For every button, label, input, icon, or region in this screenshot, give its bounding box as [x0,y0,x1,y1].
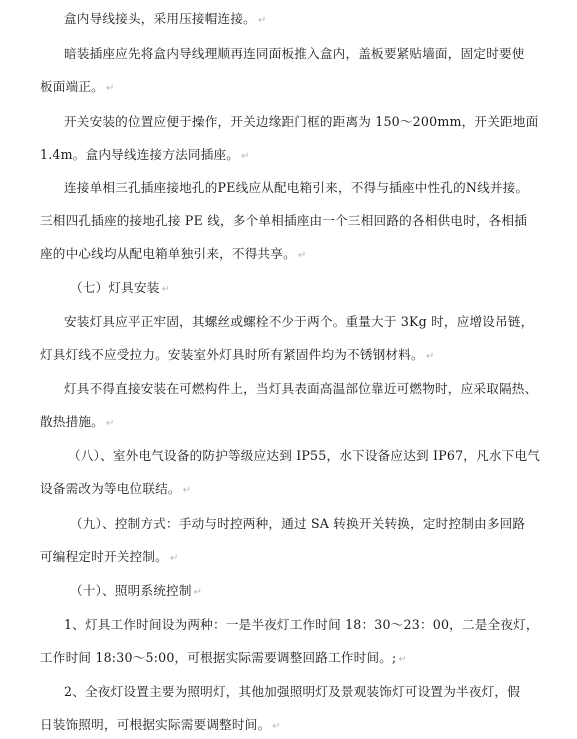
text-line: 灯具不得直接安装在可燃构件上，当灯具表面高温部位靠近可燃物时，应采取隔热、 [64,381,538,396]
text-line: 暗装插座应先将盒内导线理顺再连同面板推入盒内，盖板要紧贴墙面，固定时要使 [64,46,525,61]
text-line: 2、全夜灯设置主要为照明灯，其他加强照明灯及景观装饰灯可设置为半夜灯，假 [64,684,520,699]
text-line: 1、灯具工作时间设为两种：一是半夜灯工作时间 18：30～23：00，二是全夜灯， [64,617,539,632]
text-line: 工作时间 18:30～5:00，可根据实际需要调整回路工作时间。; ↵ [40,650,408,665]
paragraph-mark-icon: ↵ [105,83,115,94]
text-line: 日装饰照明，可根据实际需要调整时间。 ↵ [40,717,281,732]
paragraph-mark-icon: ↵ [257,15,267,26]
paragraph-mark-icon: ↵ [182,485,192,496]
text-line: 三相四孔插座的接地孔接 PE 线，多个单相插座由一个三相回路的各相供电时，各相插 [40,213,528,228]
text-line: 可编程定时开关控制。 ↵ [40,549,179,564]
text-line: 开关安装的位置应便于操作，开关边缘距门框的距离为 150～200mm，开关距地面 [64,114,539,129]
paragraph-mark-icon: ↵ [425,351,435,362]
paragraph-mark-icon: ↵ [272,721,281,732]
paragraph-mark-icon: ↵ [161,284,171,295]
text-line: 盒内导线接头，采用压接帽连接。 ↵ [64,11,267,26]
section-heading: （十）、照明系统控制 ↵ [70,583,203,598]
section-heading: （七）灯具安装 ↵ [70,280,171,295]
text-line: 板面端正。 ↵ [40,79,115,94]
paragraph-mark-icon: ↵ [297,250,307,261]
paragraph-mark-icon: ↵ [105,418,115,429]
paragraph-mark-icon: ↵ [193,587,203,598]
text-line: 安装灯具应平正牢固，其螺丝或螺栓不少于两个。重量大于 3Kg 时，应增设吊链， [64,314,534,329]
text-line: （八）、室外电气设备的防护等级应达到 IP55，水下设备应达到 IP67，凡水下电气 [68,448,541,463]
paragraph-mark-icon: ↵ [241,151,250,162]
text-line: 连接单相三孔插座接地孔的PE线应从配电箱引来，不得与插座中性孔的N线并接。 [64,180,529,195]
text-line: 散热措施。 ↵ [40,414,115,429]
text-line: 设备需改为等电位联结。 ↵ [40,481,192,496]
paragraph-mark-icon: ↵ [398,654,408,665]
text-line: 座的中心线均从配电箱单独引来，不得共享。 ↵ [40,246,307,261]
text-line: （九）、控制方式：手动与时控两种，通过 SA 转换开关转换，定时控制由多回路 [70,516,526,531]
paragraph-mark-icon: ↵ [169,553,179,564]
text-line: 灯具灯线不应受拉力。安装室外灯具时所有紧固件均为不锈钢材料。 ↵ [40,347,435,362]
text-line: 1.4m。盒内导线连接方法同插座。 ↵ [40,147,250,162]
